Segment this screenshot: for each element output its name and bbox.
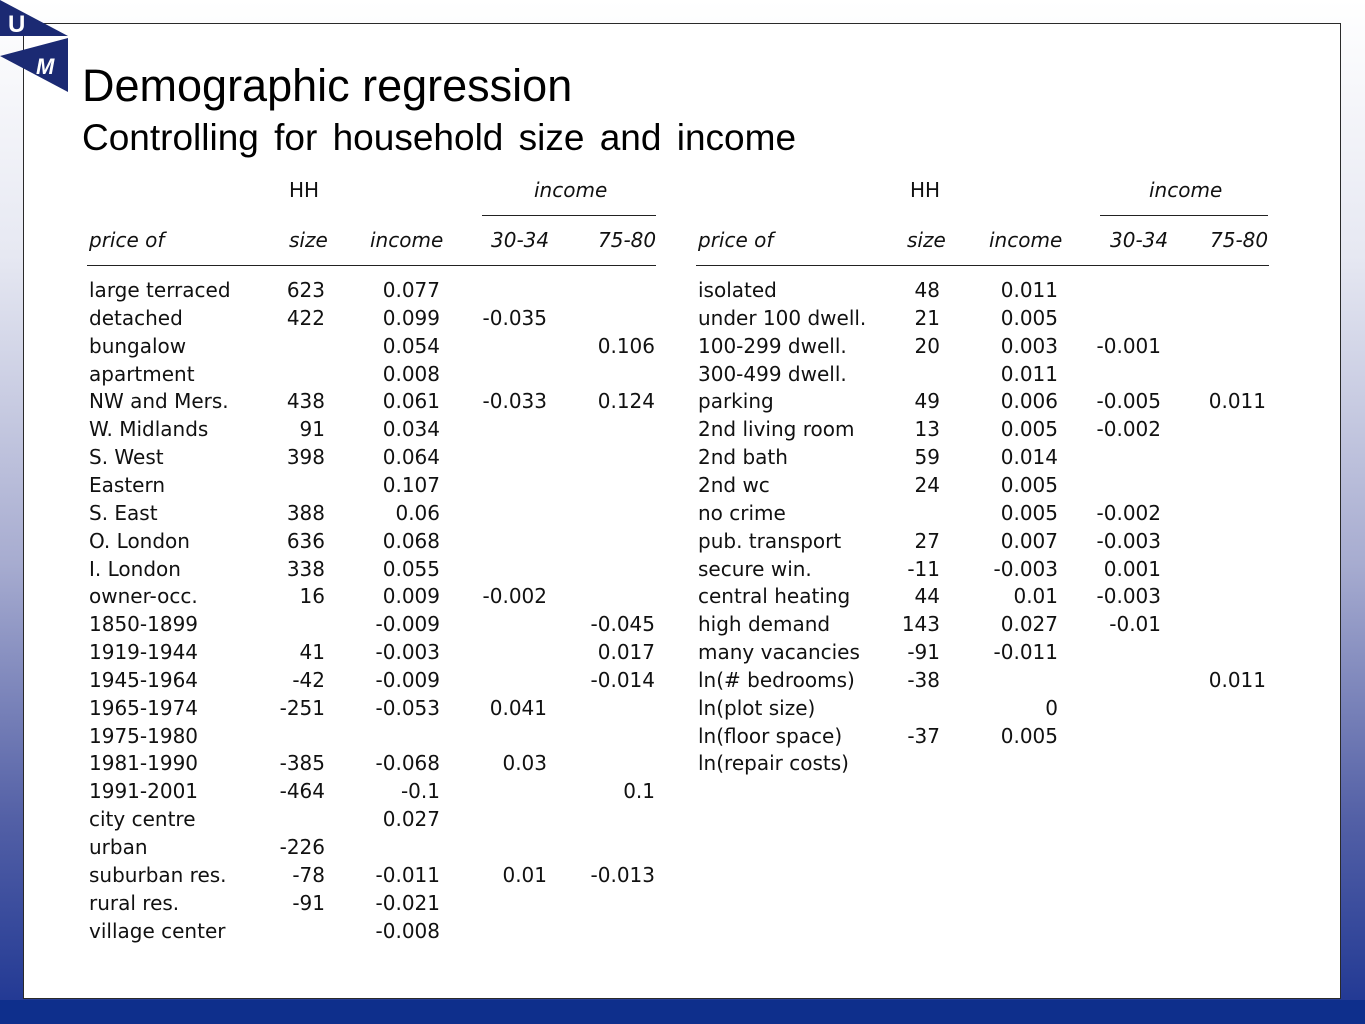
cell-label: 2nd living room	[698, 417, 855, 442]
table-row	[696, 724, 1270, 750]
header-rule	[87, 265, 656, 266]
cell-label: owner-occ.	[89, 584, 198, 609]
cell-size: -78	[292, 862, 325, 887]
header-income: income	[370, 228, 444, 252]
table-row	[87, 835, 657, 861]
cell-income: 0.011	[1000, 278, 1058, 302]
cell-label: ln(floor space)	[698, 723, 843, 748]
cell-label: parking	[698, 389, 774, 414]
header-size: size	[289, 228, 328, 252]
header-income: income	[989, 228, 1063, 252]
cell-income: 0.005	[1000, 305, 1058, 330]
cell-size: 13	[914, 417, 940, 442]
cell-label: W. Midlands	[89, 417, 209, 442]
table-row	[696, 362, 1270, 388]
cell-label: 1945-1964	[89, 667, 199, 692]
cell-income: 0.034	[382, 417, 440, 442]
header-income-group: income	[1149, 178, 1223, 202]
cell-income: -0.003	[993, 556, 1058, 581]
cell-size: -226	[279, 835, 325, 859]
cell-income: -0.003	[375, 640, 440, 665]
cell-label: 2nd bath	[698, 445, 788, 470]
cell-inc1: 0.001	[1103, 556, 1161, 581]
table-row	[696, 557, 1270, 583]
cell-label: 1919-1944	[89, 640, 199, 665]
cell-size: 398	[286, 445, 325, 470]
cell-label: 1965-1974	[89, 695, 199, 720]
table-row	[696, 584, 1270, 610]
cell-inc2: 0.124	[597, 389, 655, 414]
table-row	[87, 473, 657, 499]
table-row	[87, 306, 657, 332]
cell-label: bungalow	[89, 333, 187, 358]
income-group-rule	[482, 215, 656, 216]
cell-label: high demand	[698, 612, 831, 637]
cell-inc1: -0.035	[482, 305, 547, 330]
cell-label: central heating	[698, 584, 851, 609]
cell-label: urban	[89, 835, 148, 859]
cell-size: 44	[914, 584, 940, 609]
cell-income: 0.068	[382, 528, 440, 553]
cell-size: 27	[914, 528, 940, 553]
cell-income: -0.009	[375, 612, 440, 637]
cell-income: -0.053	[375, 695, 440, 720]
cell-size: 49	[914, 389, 940, 414]
cell-inc1: -0.033	[482, 389, 547, 414]
table-row	[87, 278, 657, 304]
cell-income: 0.007	[1000, 528, 1058, 553]
cell-size: -11	[907, 556, 940, 581]
table-row	[696, 445, 1270, 471]
table-row	[696, 306, 1270, 332]
table-row	[696, 389, 1270, 415]
cell-income: -0.009	[375, 667, 440, 692]
table-row	[696, 501, 1270, 527]
header-income-75-80: 75-80	[1210, 228, 1269, 252]
cell-size: -91	[907, 640, 940, 665]
table-row	[87, 696, 657, 722]
cell-inc1: -0.001	[1096, 333, 1161, 358]
cell-income: 0.099	[382, 305, 440, 330]
cell-label: city centre	[89, 807, 196, 832]
cell-size: -42	[292, 667, 325, 692]
cell-label: rural res.	[89, 890, 180, 915]
cell-income: 0.107	[382, 472, 440, 497]
table-row	[87, 417, 657, 443]
table-row	[87, 557, 657, 583]
cell-size: -464	[279, 779, 325, 804]
table-row	[87, 891, 657, 917]
slide-title: Demographic regression	[82, 60, 573, 111]
cell-label: large terraced	[89, 278, 231, 302]
cell-income: 0.006	[1000, 389, 1058, 414]
cell-label: pub. transport	[698, 528, 842, 553]
cell-income: 0.014	[1000, 445, 1058, 470]
cell-inc2: 0.011	[1208, 389, 1266, 414]
cell-label: apartment	[89, 361, 195, 386]
cell-label: village center	[89, 918, 226, 943]
cell-income: -0.011	[375, 862, 440, 887]
cell-size: 338	[286, 556, 325, 581]
cell-income: 0.077	[382, 278, 440, 302]
table-row	[696, 417, 1270, 443]
header-price-of: price of	[698, 228, 774, 252]
cell-income: 0.055	[382, 556, 440, 581]
table-row	[87, 807, 657, 833]
cell-label: ln(plot size)	[698, 695, 816, 720]
cell-label: 1981-1990	[89, 751, 199, 776]
cell-inc2: 0.017	[597, 640, 655, 665]
table-row	[696, 612, 1270, 638]
cell-inc2: -0.014	[590, 667, 655, 692]
cell-income: 0.027	[382, 807, 440, 832]
cell-label: many vacancies	[698, 640, 860, 665]
table-row	[87, 779, 657, 805]
table-row	[696, 473, 1270, 499]
header-income-30-34: 30-34	[491, 228, 550, 252]
table-row	[696, 696, 1270, 722]
cell-size: 388	[286, 500, 325, 525]
cell-income: 0.003	[1000, 333, 1058, 358]
cell-size: 48	[914, 278, 940, 302]
logo-letter-u: U	[8, 11, 26, 38]
cell-size: 636	[286, 528, 325, 553]
cell-size: -37	[907, 723, 940, 748]
cell-label: O. London	[89, 528, 190, 553]
cell-size: 59	[914, 445, 940, 470]
table-row	[87, 863, 657, 889]
table-row	[87, 362, 657, 388]
table-row	[696, 751, 1270, 777]
cell-label: I. London	[89, 556, 181, 581]
table-row	[87, 919, 657, 945]
cell-label: NW and Mers.	[89, 389, 229, 414]
cell-size: 422	[286, 305, 325, 330]
cell-label: S. West	[89, 445, 164, 470]
cell-income: 0.005	[1000, 500, 1058, 525]
cell-income: -0.011	[993, 640, 1058, 665]
table-row	[87, 751, 657, 777]
header-size: size	[907, 228, 946, 252]
cell-size: 20	[914, 333, 940, 358]
table-row	[87, 668, 657, 694]
cell-label: 100-299 dwell.	[698, 333, 847, 358]
table-row	[696, 278, 1270, 304]
header-income-group: income	[534, 178, 608, 202]
cell-label: detached	[89, 305, 183, 330]
university-logo	[0, 0, 68, 92]
cell-income: 0.027	[1000, 612, 1058, 637]
header-hh: HH	[910, 178, 941, 202]
cell-income: -0.008	[375, 918, 440, 943]
income-group-rule	[1100, 215, 1268, 216]
cell-income: 0.005	[1000, 723, 1058, 748]
cell-label: suburban res.	[89, 862, 227, 887]
cell-size: 24	[914, 472, 940, 497]
table-row	[87, 584, 657, 610]
cell-inc2: 0.106	[597, 333, 655, 358]
cell-inc1: -0.005	[1096, 389, 1161, 414]
cell-inc1: -0.003	[1096, 584, 1161, 609]
cell-income: 0.009	[382, 584, 440, 609]
cell-inc2: -0.013	[590, 862, 655, 887]
cell-inc1: -0.01	[1109, 612, 1161, 637]
header-income-30-34: 30-34	[1110, 228, 1169, 252]
cell-income: 0.005	[1000, 417, 1058, 442]
cell-inc1: 0.03	[502, 751, 547, 776]
cell-income: -0.068	[375, 751, 440, 776]
cell-size: 623	[286, 278, 325, 302]
cell-income: 0.054	[382, 333, 440, 358]
cell-label: 2nd wc	[698, 472, 770, 497]
header-income-75-80: 75-80	[598, 228, 657, 252]
cell-label: secure win.	[698, 556, 812, 581]
cell-inc2: 0.1	[623, 779, 655, 804]
cell-income: 0.06	[395, 500, 440, 525]
bottom-bar	[0, 1000, 1365, 1024]
cell-income: 0.01	[1013, 584, 1058, 609]
cell-label: isolated	[698, 278, 777, 302]
cell-income: -0.021	[375, 890, 440, 915]
table-row	[87, 389, 657, 415]
cell-size: 438	[286, 389, 325, 414]
cell-inc1: 0.01	[502, 862, 547, 887]
cell-label: 1975-1980	[89, 723, 199, 748]
table-row	[87, 612, 657, 638]
table-row	[87, 445, 657, 471]
table-row	[87, 501, 657, 527]
cell-size: 91	[299, 417, 325, 442]
table-row	[696, 529, 1270, 555]
cell-income: 0.011	[1000, 361, 1058, 386]
cell-label: 1991-2001	[89, 779, 199, 804]
cell-income: 0	[1045, 695, 1058, 720]
cell-income: -0.1	[400, 779, 440, 804]
cell-size: -91	[292, 890, 325, 915]
cell-size: 143	[901, 612, 940, 637]
cell-inc1: -0.003	[1096, 528, 1161, 553]
cell-income: 0.008	[382, 361, 440, 386]
cell-income: 0.005	[1000, 472, 1058, 497]
header-hh: HH	[289, 178, 320, 202]
header-price-of: price of	[89, 228, 165, 252]
cell-inc1: 0.041	[489, 695, 547, 720]
cell-label: S. East	[89, 500, 158, 525]
cell-size: 41	[299, 640, 325, 665]
cell-inc1: -0.002	[1096, 417, 1161, 442]
table-row	[696, 334, 1270, 360]
slide-subtitle: Controlling for household size and income	[82, 117, 797, 158]
table-row	[696, 640, 1270, 666]
cell-label: under 100 dwell.	[698, 305, 867, 330]
cell-label: 1850-1899	[89, 612, 199, 637]
cell-income: 0.064	[382, 445, 440, 470]
cell-size: -38	[907, 667, 940, 692]
cell-inc1: -0.002	[1096, 500, 1161, 525]
table-row	[87, 724, 657, 750]
cell-size: -251	[279, 695, 325, 720]
cell-label: no crime	[698, 500, 786, 525]
cell-size: 16	[299, 584, 325, 609]
table-row	[87, 334, 657, 360]
cell-label: Eastern	[89, 472, 166, 497]
header-rule	[696, 265, 1269, 266]
cell-inc2: -0.045	[590, 612, 655, 637]
logo-letter-m: M	[36, 54, 55, 79]
cell-label: ln(# bedrooms)	[698, 667, 855, 692]
cell-inc2: 0.011	[1208, 667, 1266, 692]
table-row	[696, 668, 1270, 694]
cell-label: 300-499 dwell.	[698, 361, 847, 386]
table-row	[87, 529, 657, 555]
cell-income: 0.061	[382, 389, 440, 414]
cell-inc1: -0.002	[482, 584, 547, 609]
table-row	[87, 640, 657, 666]
cell-size: -385	[279, 751, 325, 776]
cell-size: 21	[914, 305, 940, 330]
cell-label: ln(repair costs)	[698, 751, 849, 776]
